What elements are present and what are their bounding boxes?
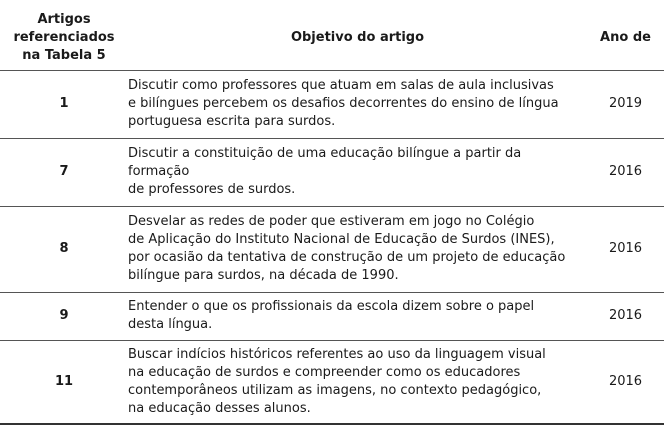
table-row <box>0 206 664 292</box>
header-articles-line: referenciados <box>13 29 115 45</box>
objective-line: Buscar indícios históricos referentes ao uso da linguagem visual <box>128 346 546 362</box>
article-objective <box>128 138 587 206</box>
header-articles-line: Artigos <box>37 11 91 27</box>
objective-line: e bilíngues percebem os desafios decorrentes do ensino de língua <box>128 96 559 111</box>
objective-line: Entender o que os profissionais da escola dizem sobre o papel <box>128 299 535 314</box>
article-year: 2019 <box>608 96 643 111</box>
article-id: 1 <box>59 96 69 111</box>
table-row <box>0 138 664 206</box>
objective-line: contemporâneos utilizam as imagens, no contexto pedagógico, <box>128 382 542 398</box>
article-year: 2016 <box>608 373 643 389</box>
objective-line: formação <box>128 164 190 179</box>
article-year: 2016 <box>608 164 643 179</box>
article-id: 7 <box>59 164 69 179</box>
objective-line: desta língua. <box>128 317 213 332</box>
article-objective <box>128 206 587 292</box>
objective-line: Discutir como professores que atuam em salas de aula inclusivas <box>128 78 554 93</box>
header-objective: Objetivo do artigo <box>290 29 425 45</box>
header-year: Ano de <box>600 29 651 45</box>
table-header-row <box>0 6 664 70</box>
article-id: 9 <box>59 308 69 323</box>
header-articles-line: na Tabela 5 <box>22 47 106 63</box>
objective-line: Discutir a constituição de uma educação bilíngue a partir da <box>128 146 522 161</box>
article-id: 11 <box>54 373 74 389</box>
articles-table <box>0 6 664 425</box>
objective-line: portuguesa escrita para surdos. <box>128 114 336 129</box>
objective-line: na educação de surdos e compreender como os educadores <box>128 364 521 380</box>
article-year: 2016 <box>608 308 643 323</box>
objective-line: na educação desses alunos. <box>128 400 311 416</box>
objective-line: por ocasião da tentativa de construção de um projeto de educação <box>128 250 566 265</box>
article-objective <box>128 70 587 138</box>
objective-line: Desvelar as redes de poder que estiveram em jogo no Colégio <box>128 214 535 229</box>
table-row <box>0 70 664 138</box>
objective-line: bilíngue para surdos, na década de 1990. <box>128 268 399 283</box>
objective-line: de Aplicação do Instituto Nacional de Educação de Surdos (INES), <box>128 232 555 247</box>
article-objective <box>128 292 587 340</box>
table-row <box>0 292 664 340</box>
objective-line: de professores de surdos. <box>128 182 296 197</box>
article-id: 8 <box>59 241 69 256</box>
article-objective <box>128 340 587 424</box>
header-articles <box>0 6 128 70</box>
table-row <box>0 340 664 424</box>
article-year: 2016 <box>608 241 643 256</box>
